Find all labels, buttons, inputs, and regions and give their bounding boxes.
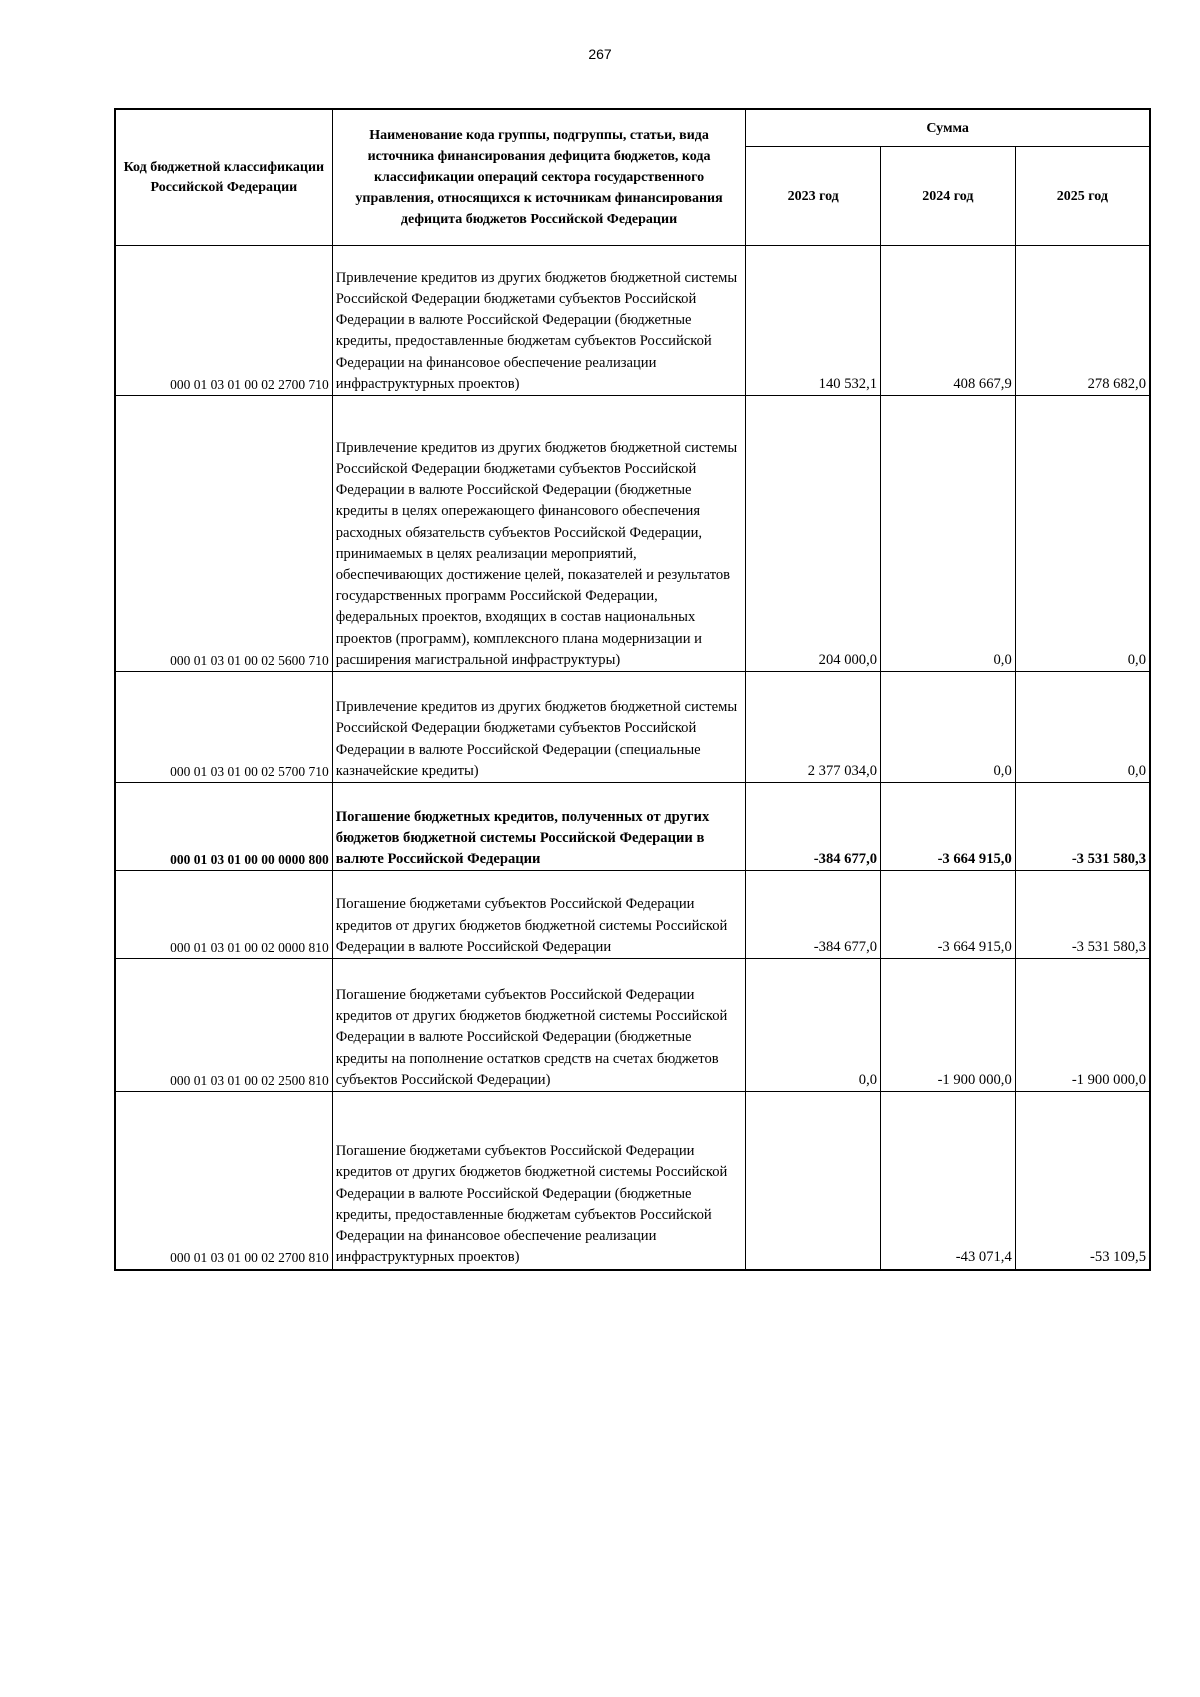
row-name: Погашение бюджетами субъектов Российской Федерации кредитов от других бюджетов бюджетной системы Российской Федерации в валюте Российской Федерации (бюджетные кредиты на пополнение остатков средств на счетах бюджетов субъектов Российской Федерации) <box>332 959 746 1092</box>
row-name: Привлечение кредитов из других бюджетов бюджетной системы Российской Федерации бюджетами субъектов Российской Федерации в валюте Российской Федерации (бюджетные кредиты в целях опережающего финансового обеспечения расходных обязательств субъектов Российской Федерации, принимаемых в целях реализации мероприятий, обеспечивающих достижение целей, показателей и результатов государственных программ Российской Федерации, федеральных проектов, входящих в состав национальных проектов (программ), комплексного плана модернизации и расширения магистральной инфраструктуры) <box>332 396 746 672</box>
budget-sources-table <box>114 108 1151 1271</box>
row-value-2025: 278 682,0 <box>1015 246 1150 396</box>
row-code: 000 01 03 01 00 02 2700 710 <box>115 246 332 396</box>
table-row <box>115 672 1150 783</box>
row-value-2024: 0,0 <box>881 672 1016 783</box>
row-name: Погашение бюджетами субъектов Российской Федерации кредитов от других бюджетов бюджетной системы Российской Федерации в валюте Российской Федерации <box>332 871 746 959</box>
row-value-2024: -3 664 915,0 <box>881 871 1016 959</box>
header-name-column: Наименование кода группы, подгруппы, статьи, вида источника финансирования дефицита бюджетов, кода классификации операций сектора государственного управления, относящихся к источникам финансирования дефицита бюджетов Российской Федерации <box>332 109 746 246</box>
row-code: 000 01 03 01 00 02 5600 710 <box>115 396 332 672</box>
page-number: 267 <box>588 46 612 62</box>
row-name: Погашение бюджетами субъектов Российской Федерации кредитов от других бюджетов бюджетной системы Российской Федерации в валюте Российской Федерации (бюджетные кредиты, предоставленные бюджетам субъектов Российской Федерации на финансовое обеспечение реализации инфраструктурных проектов) <box>332 1092 746 1270</box>
row-code: 000 01 03 01 00 02 5700 710 <box>115 672 332 783</box>
table-row <box>115 246 1150 396</box>
header-code-column: Код бюджетной классификации Российской Федерации <box>115 109 332 246</box>
row-code: 000 01 03 01 00 02 2500 810 <box>115 959 332 1092</box>
row-value-2025: -3 531 580,3 <box>1015 871 1150 959</box>
row-name: Погашение бюджетных кредитов, полученных от других бюджетов бюджетной системы Российской Федерации в валюте Российской Федерации <box>332 783 746 871</box>
row-value-2023: 140 532,1 <box>746 246 881 396</box>
header-year-2023: 2023 год <box>746 147 881 246</box>
row-name: Привлечение кредитов из других бюджетов бюджетной системы Российской Федерации бюджетами субъектов Российской Федерации в валюте Российской Федерации (бюджетные кредиты, предоставленные бюджетам субъектов Российской Федерации на финансовое обеспечение реализации инфраструктурных проектов) <box>332 246 746 396</box>
row-name: Привлечение кредитов из других бюджетов бюджетной системы Российской Федерации бюджетами субъектов Российской Федерации в валюте Российской Федерации (специальные казначейские кредиты) <box>332 672 746 783</box>
row-value-2023: -384 677,0 <box>746 871 881 959</box>
row-value-2023: 0,0 <box>746 959 881 1092</box>
table-row <box>115 1092 1150 1270</box>
row-value-2025: 0,0 <box>1015 396 1150 672</box>
row-code: 000 01 03 01 00 00 0000 800 <box>115 783 332 871</box>
row-value-2024: -3 664 915,0 <box>881 783 1016 871</box>
row-value-2024: -43 071,4 <box>881 1092 1016 1270</box>
row-value-2023: 2 377 034,0 <box>746 672 881 783</box>
table-row-total <box>115 783 1150 871</box>
row-value-2024: -1 900 000,0 <box>881 959 1016 1092</box>
row-value-2024: 408 667,9 <box>881 246 1016 396</box>
row-code: 000 01 03 01 00 02 0000 810 <box>115 871 332 959</box>
table-row <box>115 959 1150 1092</box>
row-value-2024: 0,0 <box>881 396 1016 672</box>
row-value-2023 <box>746 1092 881 1270</box>
table-row <box>115 396 1150 672</box>
table-row <box>115 871 1150 959</box>
row-value-2025: -1 900 000,0 <box>1015 959 1150 1092</box>
row-value-2023: 204 000,0 <box>746 396 881 672</box>
row-value-2023: -384 677,0 <box>746 783 881 871</box>
header-year-2024: 2024 год <box>881 147 1016 246</box>
header-sum-column: Сумма <box>746 109 1150 147</box>
row-code: 000 01 03 01 00 02 2700 810 <box>115 1092 332 1270</box>
row-value-2025: 0,0 <box>1015 672 1150 783</box>
row-value-2025: -53 109,5 <box>1015 1092 1150 1270</box>
header-year-2025: 2025 год <box>1015 147 1150 246</box>
row-value-2025: -3 531 580,3 <box>1015 783 1150 871</box>
